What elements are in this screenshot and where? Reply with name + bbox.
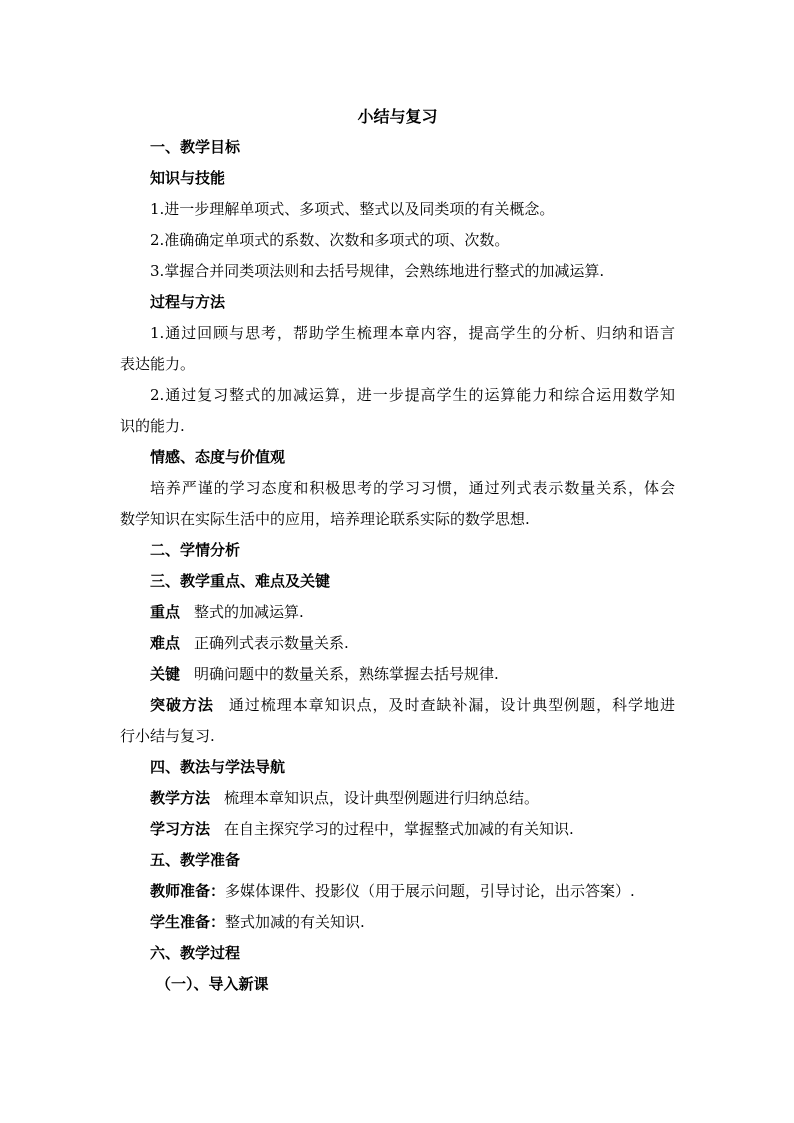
teacher-prep-label: 教师准备： [150,882,226,900]
section-heading-key-points: 三、教学重点、难点及关键 [150,572,331,590]
subheading-knowledge-skills: 知识与技能 [150,169,226,187]
student-prep-text: 整式加减的有关知识. [225,913,365,931]
breakthrough-text: 通过梳理本章知识点，及时查缺补漏，设计典型例题，科学地进 [227,696,675,714]
crux-row [120,659,675,690]
section-heading-objectives: 一、教学目标 [150,138,241,156]
teacher-prep-row [120,876,675,907]
process-paragraph-1-line-2: 表达能力。 [120,355,196,373]
teaching-method-row [120,783,675,814]
emotion-paragraph-line-2: 数学知识在实际生活中的应用，培养理论联系实际的数学思想. [120,510,530,528]
process-paragraph-1-line-1: 1.通过回顾与思考，帮助学生梳理本章内容，提高学生的分析、归纳和语言 [150,324,675,342]
subheading-emotion-values: 情感、态度与价值观 [150,448,286,466]
section-heading-learner-analysis: 二、学情分析 [150,541,241,559]
section-heading-process: 六、教学过程 [150,944,241,962]
section-heading-preparation: 五、教学准备 [150,851,241,869]
objective-item-2: 2.准确确定单项式的系数、次数和多项式的项、次数。 [150,231,510,249]
teaching-method-text: 梳理本章知识点，设计典型例题进行归纳总结。 [224,789,540,807]
objective-item-1: 1.进一步理解单项式、多项式、整式以及同类项的有关概念。 [150,200,555,218]
learning-method-label: 学习方法 [150,820,211,838]
key-point-text: 整式的加减运算. [194,603,304,621]
difficulty-row [120,628,675,659]
breakthrough-row [120,690,675,721]
key-point-label: 重点 [150,603,181,621]
process-paragraph-2-line-1: 2.通过复习整式的加减运算，进一步提高学生的运算能力和综合运用数学知 [150,386,675,404]
learning-method-row [120,814,675,845]
breakthrough-label: 突破方法 [150,696,214,714]
document-title: 小结与复习 [357,107,438,126]
crux-text: 明确问题中的数量关系，熟练掌握去括号规律. [194,665,499,683]
difficulty-text: 正确列式表示数量关系. [194,634,349,652]
teacher-prep-text: 多媒体课件、投影仪（用于展示问题，引导讨论，出示答案）. [225,882,635,900]
breakthrough-text-line-2: 行小结与复习. [120,727,215,745]
student-prep-row [120,907,675,938]
emotion-paragraph-line-1: 培养严谨的学习态度和积极思考的学习习惯，通过列式表示数量关系，体会 [150,479,675,497]
crux-label: 关键 [150,665,181,683]
teaching-method-label: 教学方法 [150,789,211,807]
section-heading-methods: 四、教法与学法导航 [150,758,286,776]
subheading-introduction: （一）、导入新课 [156,975,269,993]
document-body [120,101,675,1000]
key-point-row [120,597,675,628]
learning-method-text: 在自主探究学习的过程中，掌握整式加减的有关知识. [224,820,574,838]
subheading-process-methods: 过程与方法 [150,293,226,311]
process-paragraph-2-line-2: 识的能力. [120,417,185,435]
objective-item-3: 3.掌握合并同类项法则和去括号规律，会熟练地进行整式的加减运算. [150,262,605,280]
difficulty-label: 难点 [150,634,181,652]
student-prep-label: 学生准备： [150,913,226,931]
